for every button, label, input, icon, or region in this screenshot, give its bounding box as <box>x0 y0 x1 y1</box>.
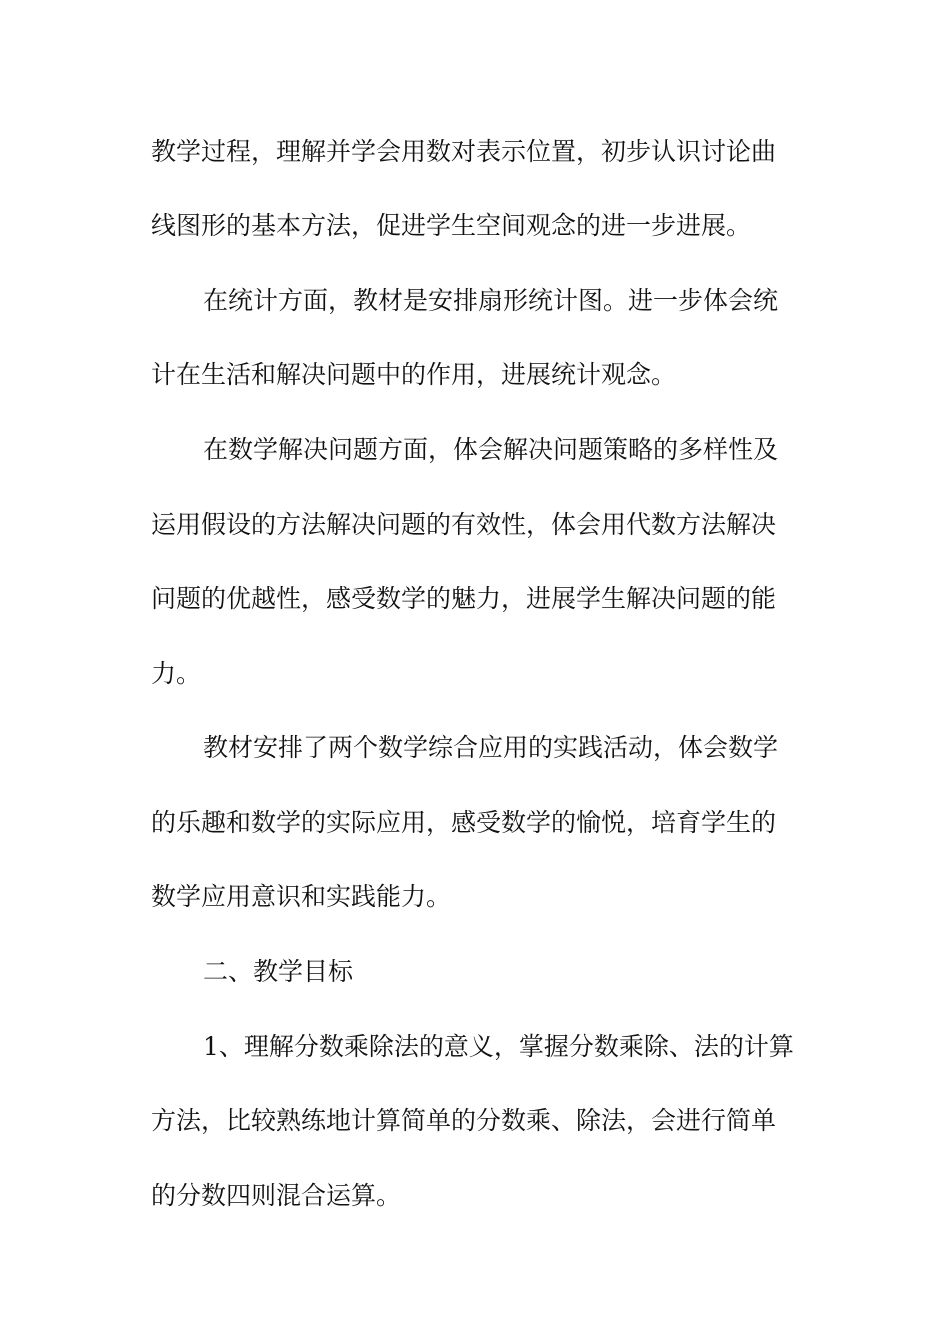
text-line: 问题的优越性，感受数学的魅力，进展学生解决问题的能 <box>151 584 777 613</box>
text-line: 计在生活和解决问题中的作用，进展统计观念。 <box>151 360 677 389</box>
section-heading: 二、教学目标 <box>203 957 354 986</box>
text-line: 方法，比较熟练地计算简单的分数乘、除法，会进行简单 <box>151 1106 777 1135</box>
text-line: 教学过程，理解并学会用数对表示位置，初步认识讨论曲 <box>151 137 777 166</box>
text-line: 运用假设的方法解决问题的有效性，体会用代数方法解决 <box>151 510 777 539</box>
paragraph-first-line: 在统计方面，教材是安排扇形统计图。进一步体会统 <box>203 286 779 315</box>
text-line: 力。 <box>151 659 202 688</box>
text-line: 的分数四则混合运算。 <box>151 1181 402 1210</box>
text-line: 的乐趣和数学的实际应用，感受数学的愉悦，培育学生的 <box>151 808 777 837</box>
text-line: 数学应用意识和实践能力。 <box>151 882 452 911</box>
paragraph-first-line: 在数学解决问题方面，体会解决问题策略的多样性及 <box>203 435 779 464</box>
text-line: 线图形的基本方法，促进学生空间观念的进一步进展。 <box>151 211 752 240</box>
paragraph-first-line: 教材安排了两个数学综合应用的实践活动，体会数学 <box>203 733 779 762</box>
paragraph-first-line: 1、理解分数乘除法的意义，掌握分数乘除、法的计算 <box>203 1032 794 1061</box>
